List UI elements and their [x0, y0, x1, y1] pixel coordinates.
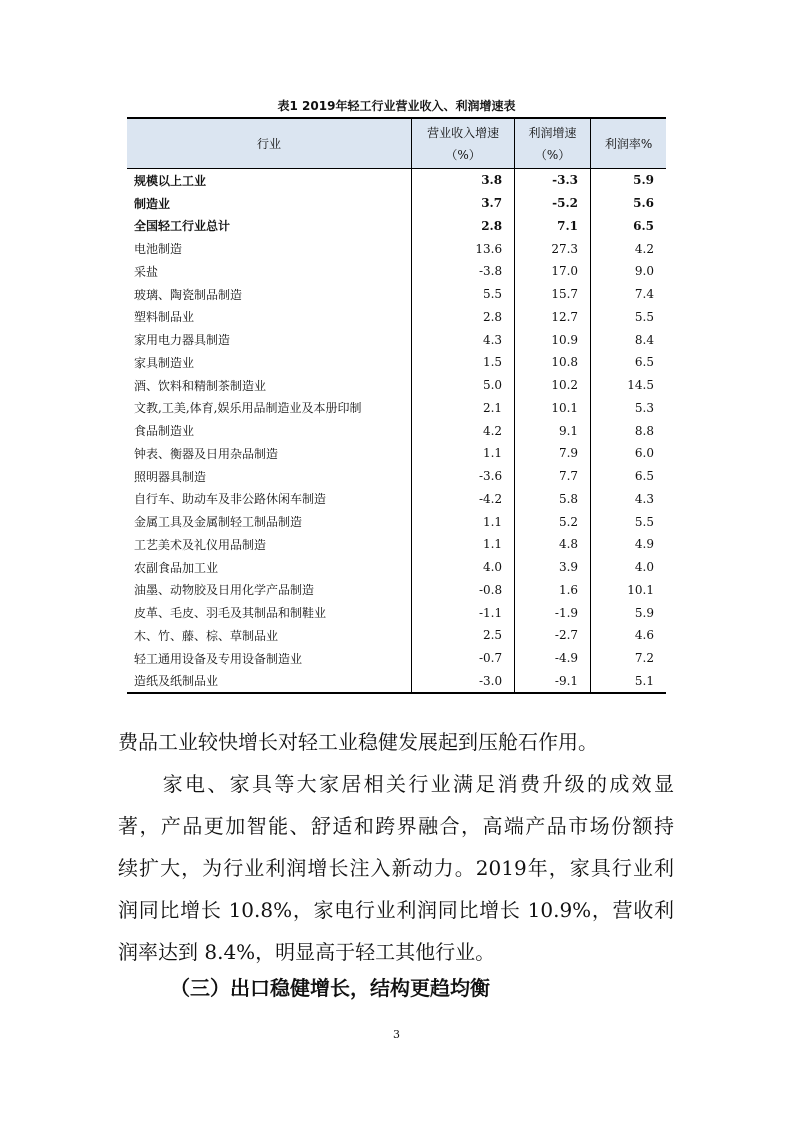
body-text: [118, 721, 674, 973]
margin-cell: 8.4: [591, 328, 666, 351]
table-row: [127, 465, 666, 488]
profit-cell: 10.1: [515, 397, 591, 420]
profit-cell: 9.1: [515, 419, 591, 442]
header-margin: 利润率%: [591, 118, 666, 169]
revenue-cell: 5.0: [412, 374, 515, 397]
revenue-cell: 2.8: [412, 306, 515, 329]
industry-cell: 造纸及纸制品业: [127, 670, 412, 694]
revenue-cell: 1.1: [412, 442, 515, 465]
profit-cell: -1.9: [515, 601, 591, 624]
revenue-cell: 5.5: [412, 283, 515, 306]
revenue-cell: 2.1: [412, 397, 515, 420]
table-row: [127, 670, 666, 694]
table-row: [127, 647, 666, 670]
margin-cell: 6.5: [591, 351, 666, 374]
revenue-cell: 2.5: [412, 624, 515, 647]
revenue-cell: 4.2: [412, 419, 515, 442]
profit-cell: -4.9: [515, 647, 591, 670]
table-row: [127, 260, 666, 283]
profit-cell: 17.0: [515, 260, 591, 283]
profit-cell: 12.7: [515, 306, 591, 329]
profit-cell: 10.8: [515, 351, 591, 374]
profit-cell: 5.8: [515, 488, 591, 511]
revenue-cell: -4.2: [412, 488, 515, 511]
margin-cell: 5.9: [591, 169, 666, 192]
revenue-cell: -3.8: [412, 260, 515, 283]
margin-cell: 6.5: [591, 465, 666, 488]
table-row: [127, 328, 666, 351]
section-heading: （三）出口稳健增长，结构更趋均衡: [170, 976, 490, 1000]
revenue-cell: -3.0: [412, 670, 515, 694]
paragraph-line: 费品工业较快增长对轻工业稳健发展起到压舱石作用。: [118, 730, 598, 754]
table-row: [127, 442, 666, 465]
industry-cell: 农副食品加工业: [134, 560, 219, 575]
profit-cell: 27.3: [515, 237, 591, 260]
revenue-cell: 1.1: [412, 510, 515, 533]
industry-growth-table: [127, 117, 666, 694]
industry-cell: 文教,工美,体育,娱乐用品制造业及本册印制: [134, 401, 362, 416]
table-header-row: [127, 118, 666, 169]
header-industry: 行业: [127, 118, 412, 169]
table-row: [127, 579, 666, 602]
revenue-cell: -3.6: [412, 465, 515, 488]
revenue-cell: 4.0: [412, 556, 515, 579]
paragraph-line: 续扩大，为行业利润增长注入新动力。2019年，家具行业利: [118, 856, 674, 880]
table-row: [127, 510, 666, 533]
margin-cell: 5.5: [591, 306, 666, 329]
paragraph-line: 润率达到 8.4%，明显高于轻工其他行业。: [118, 940, 496, 964]
margin-cell: 10.1: [591, 579, 666, 602]
margin-cell: 6.5: [591, 215, 666, 238]
header-revenue: 营业收入增速 （%）: [412, 118, 515, 169]
profit-cell: -2.7: [515, 624, 591, 647]
page-number: 3: [393, 1028, 400, 1041]
industry-cell: 采盐: [134, 264, 159, 279]
revenue-cell: -1.1: [412, 601, 515, 624]
table-row: [127, 306, 666, 329]
table-row: [127, 419, 666, 442]
margin-cell: 4.3: [591, 488, 666, 511]
table-row: [127, 533, 666, 556]
table-row: [127, 601, 666, 624]
margin-cell: 5.9: [591, 601, 666, 624]
profit-cell: 10.9: [515, 328, 591, 351]
profit-cell: -3.3: [515, 169, 591, 192]
margin-cell: 4.2: [591, 237, 666, 260]
paragraph-line: 润同比增长 10.8%，家电行业利润同比增长 10.9%，营收利: [118, 898, 674, 922]
profit-cell: 4.8: [515, 533, 591, 556]
industry-cell: 油墨、动物胶及日用化学产品制造: [134, 583, 315, 598]
table-row: [127, 237, 666, 260]
revenue-cell: 2.8: [412, 215, 515, 238]
profit-cell: 7.1: [515, 215, 591, 238]
margin-cell: 4.6: [591, 624, 666, 647]
margin-cell: 7.2: [591, 647, 666, 670]
table-row: [127, 556, 666, 579]
margin-cell: 7.4: [591, 283, 666, 306]
table-row: [127, 374, 666, 397]
margin-cell: 5.3: [591, 397, 666, 420]
industry-cell: 钟表、衡器及日用杂品制造: [134, 446, 279, 461]
margin-cell: 4.0: [591, 556, 666, 579]
industry-cell: 家具制造业: [134, 355, 195, 370]
revenue-cell: 13.6: [412, 237, 515, 260]
profit-cell: 5.2: [515, 510, 591, 533]
industry-cell: 工艺美术及礼仪用品制造: [134, 537, 267, 552]
industry-cell: 塑料制品业: [134, 310, 195, 325]
industry-cell: 制造业: [134, 196, 171, 211]
industry-cell: 家用电力器具制造: [134, 333, 231, 348]
profit-cell: 7.7: [515, 465, 591, 488]
revenue-cell: 1.1: [412, 533, 515, 556]
table-row: [127, 192, 666, 215]
industry-cell: 金属工具及金属制轻工制品制造: [134, 515, 303, 530]
industry-cell: 全国轻工行业总计: [134, 219, 231, 234]
profit-cell: -9.1: [515, 670, 591, 694]
margin-cell: 9.0: [591, 260, 666, 283]
margin-cell: 14.5: [591, 374, 666, 397]
industry-cell: 规模以上工业: [134, 173, 207, 188]
industry-cell: 照明器具制造: [134, 469, 207, 484]
industry-cell: 电池制造: [134, 242, 183, 257]
revenue-cell: 1.5: [412, 351, 515, 374]
revenue-cell: -0.7: [412, 647, 515, 670]
margin-cell: 8.8: [591, 419, 666, 442]
industry-cell: 自行车、助动车及非公路休闲车制造: [134, 492, 327, 507]
profit-cell: -5.2: [515, 192, 591, 215]
margin-cell: 4.9: [591, 533, 666, 556]
table-row: [127, 397, 666, 420]
margin-cell: 6.0: [591, 442, 666, 465]
table-row: [127, 169, 666, 192]
revenue-cell: 3.8: [412, 169, 515, 192]
industry-cell: 木、竹、藤、棕、草制品业: [134, 628, 279, 643]
table-row: [127, 488, 666, 511]
industry-cell: 皮革、毛皮、羽毛及其制品和制鞋业: [134, 606, 327, 621]
industry-cell: 玻璃、陶瓷制品制造: [134, 287, 243, 302]
industry-cell: 轻工通用设备及专用设备制造业: [134, 651, 303, 666]
table-row: [127, 283, 666, 306]
profit-cell: 1.6: [515, 579, 591, 602]
revenue-cell: 3.7: [412, 192, 515, 215]
margin-cell: 5.5: [591, 510, 666, 533]
industry-cell: 酒、饮料和精制茶制造业: [134, 378, 267, 393]
margin-cell: 5.1: [591, 670, 666, 694]
profit-cell: 3.9: [515, 556, 591, 579]
table-caption: 表1 2019年轻工行业营业收入、利润增速表: [277, 99, 516, 113]
profit-cell: 7.9: [515, 442, 591, 465]
header-profit: 利润增速 （%）: [515, 118, 591, 169]
paragraph-line: 著，产品更加智能、舒适和跨界融合，高端产品市场份额持: [118, 814, 674, 838]
revenue-cell: -0.8: [412, 579, 515, 602]
revenue-cell: 4.3: [412, 328, 515, 351]
table-row: [127, 351, 666, 374]
paragraph-line: 家电、家具等大家居相关行业满足消费升级的成效显: [118, 772, 674, 796]
profit-cell: 15.7: [515, 283, 591, 306]
profit-cell: 10.2: [515, 374, 591, 397]
table-row: [127, 624, 666, 647]
margin-cell: 5.6: [591, 192, 666, 215]
table-row: [127, 215, 666, 238]
industry-cell: 食品制造业: [134, 424, 195, 439]
